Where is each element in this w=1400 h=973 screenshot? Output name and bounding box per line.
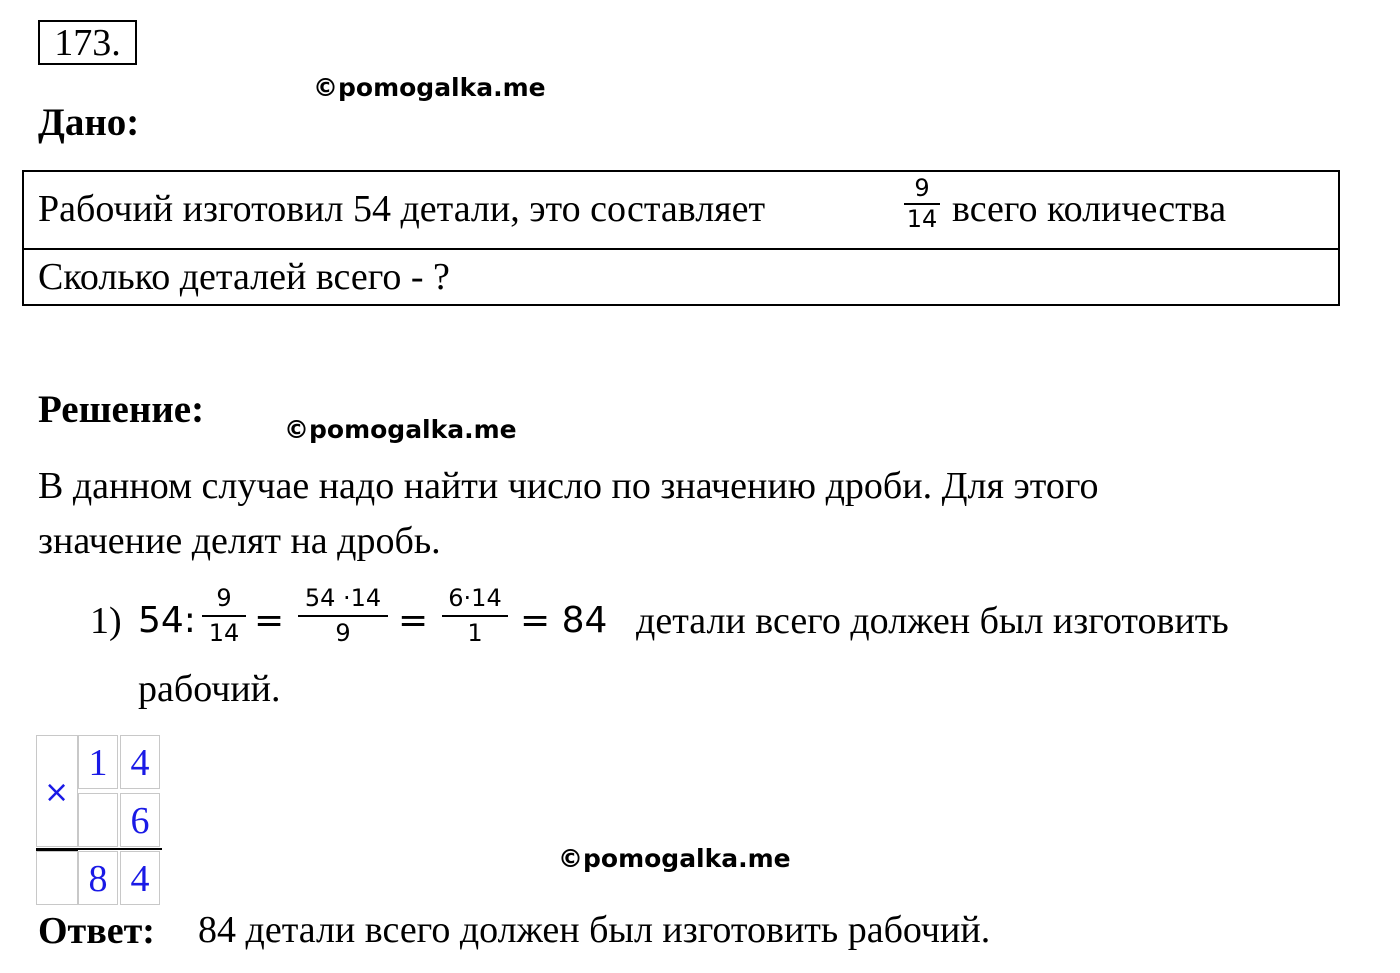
digit-cell: [78, 793, 118, 847]
watermark: ©pomogalka.me: [284, 415, 517, 444]
multiply-sign: ×: [44, 775, 70, 810]
column-multiplication: [36, 735, 166, 905]
condition-fraction: [904, 174, 940, 234]
digit-cell: 1: [78, 735, 118, 789]
fraction-numerator: 9: [914, 174, 930, 202]
step-fraction-3: [442, 582, 508, 650]
result-line: [78, 848, 162, 850]
question-text: Сколько деталей всего - ?: [38, 256, 450, 298]
answer-text: 84 детали всего должен был изготовить рабочий.: [198, 909, 991, 951]
watermark: ©pomogalka.me: [558, 844, 791, 873]
digit-cell: [36, 851, 78, 905]
expr-start: 54:: [138, 600, 196, 641]
step-result: = 84: [520, 600, 608, 641]
step-text: детали всего должен был изготовить: [636, 600, 1229, 642]
equals-sign: =: [398, 600, 429, 641]
explanation-line-2: значение делят на дробь.: [38, 520, 441, 562]
step-continuation: рабочий.: [138, 668, 281, 710]
given-heading: Дано:: [38, 101, 140, 144]
condition-text-before: Рабочий изготовил 54 детали, это составляет: [38, 188, 766, 230]
step-label: 1): [90, 600, 122, 642]
digit-cell: 4: [120, 735, 160, 789]
digit-cell: 8: [78, 851, 118, 905]
fraction-numerator: 54 ·14: [304, 584, 382, 612]
fraction-denominator: 9: [335, 619, 351, 647]
step-fraction-2: [298, 582, 388, 650]
watermark: ©pomogalka.me: [313, 73, 546, 102]
fraction-denominator: 14: [208, 619, 240, 647]
fraction-numerator: 9: [216, 584, 232, 612]
given-row-condition: [24, 172, 1338, 250]
problem-number: 173.: [38, 20, 137, 65]
digit-cell: 6: [120, 793, 160, 847]
solution-step-1: [0, 580, 1400, 660]
condition-text-after: всего количества: [952, 188, 1227, 230]
answer-label: Ответ:: [38, 910, 155, 952]
given-table: [22, 170, 1340, 306]
fraction-numerator: 6·14: [448, 584, 502, 612]
solution-heading: Решение:: [38, 388, 205, 431]
equals-sign: =: [254, 600, 285, 641]
fraction-denominator: 14: [906, 205, 938, 233]
explanation-line-1: В данном случае надо найти число по значению дроби. Для этого: [38, 465, 1099, 507]
step-fraction-1: [202, 582, 246, 650]
digit-cell: 4: [120, 851, 160, 905]
fraction-denominator: 1: [467, 619, 483, 647]
given-row-question: [24, 250, 1338, 306]
